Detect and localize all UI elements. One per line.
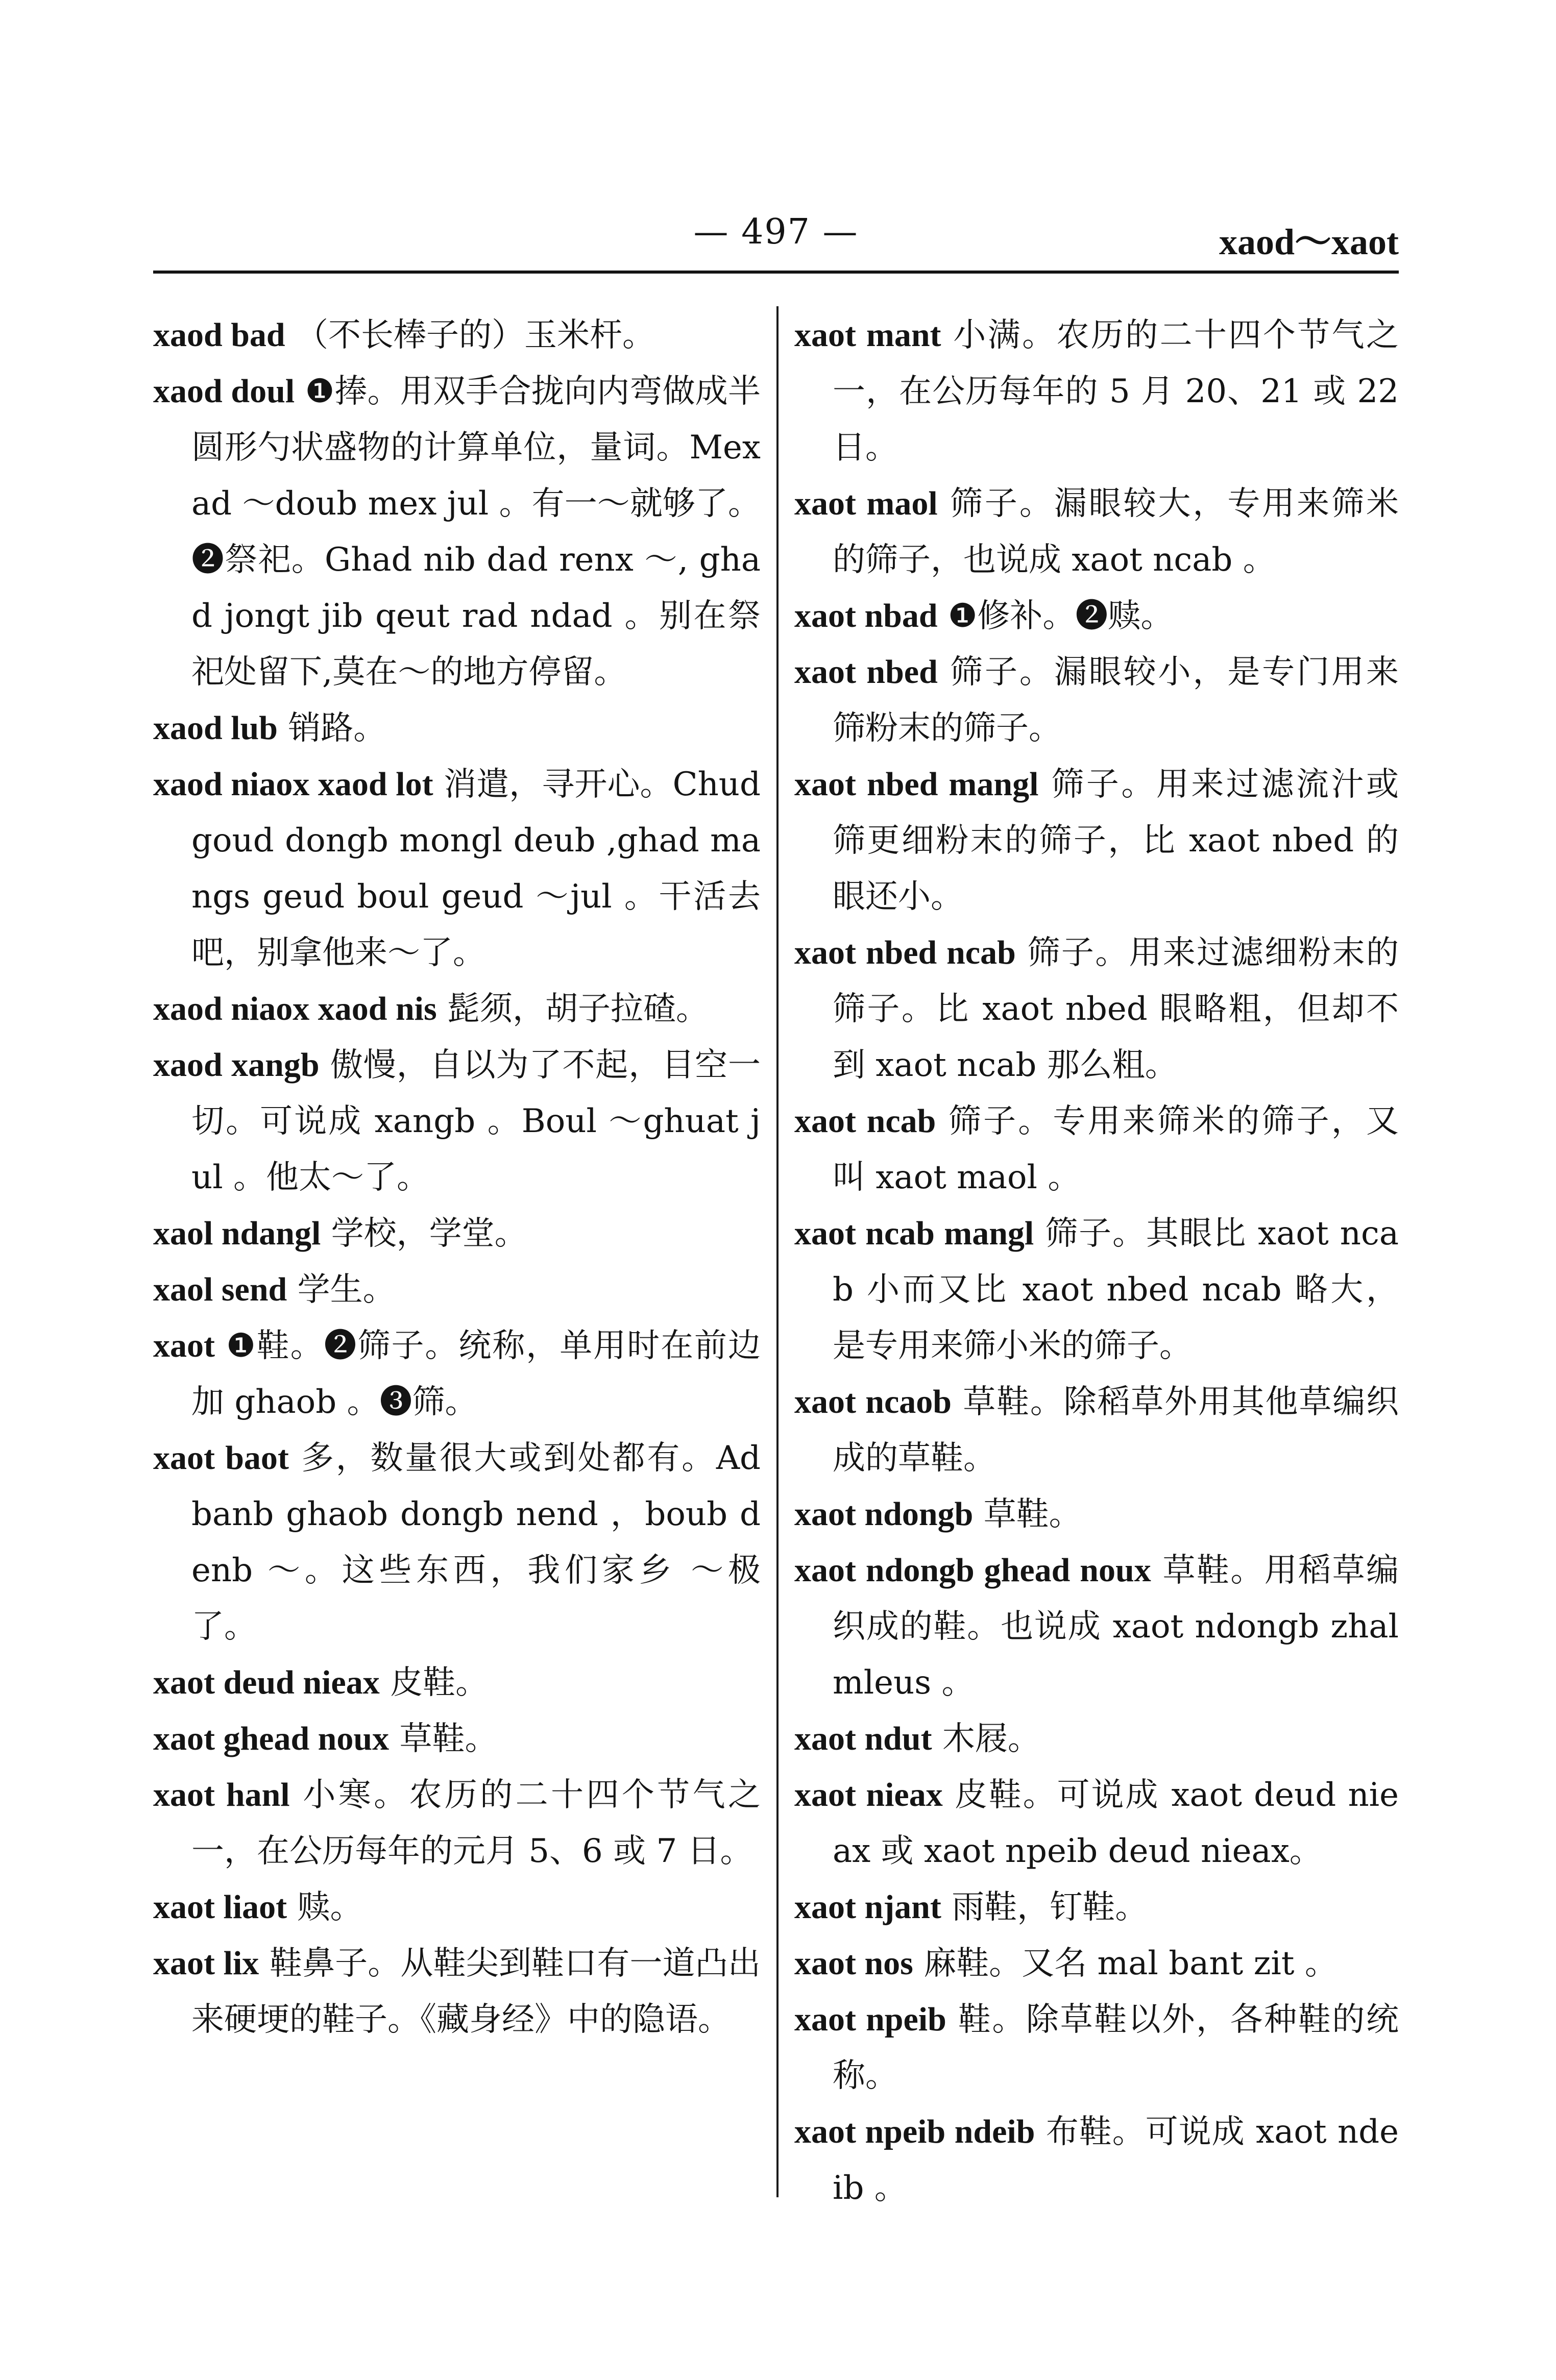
dictionary-entry [153,1318,761,1430]
dictionary-entry [794,2104,1399,2216]
definition: 筛子。漏眼较大，专用来筛米的筛子，也说成 xaot ncab 。 [833,485,1399,579]
headword: xaot mant [794,316,941,354]
definition: 草鞋。除稻草外用其他草编织成的草鞋。 [833,1383,1399,1477]
dictionary-entry [794,1935,1399,1992]
dictionary-entry [794,1093,1399,1206]
headword: xaot nbed ncab [794,934,1016,971]
headword: xaot npeib ndeib [794,2113,1035,2150]
definition: 草鞋。用稻草编织成的鞋。也说成 xaot ndongb zhal mleus 。 [833,1552,1399,1702]
dictionary-entry [153,1430,761,1655]
definition: 筛子。用来过滤流汁或筛更细粉末的筛子，比 xaot nbed 的眼还小。 [833,766,1399,916]
dictionary-entry [794,1767,1399,1879]
dictionary-entry [153,1037,761,1206]
definition: （不长棒子的）玉米杆。 [295,316,655,354]
definition: 雨鞋，钉鞋。 [952,1888,1148,1926]
definition: 小满。农历的二十四个节气之一，在公历每年的 5 月 20、21 或 22 日。 [833,316,1399,467]
definition: 草鞋。 [399,1720,498,1758]
headword: xaot njant [794,1888,941,1926]
dictionary-entry [794,1879,1399,1935]
dictionary-entry [153,756,761,981]
headword: xaol ndangl [153,1215,321,1252]
definition: 麻鞋。又名 mal bant zit 。 [923,1945,1338,1982]
definition: 筛子。专用来筛米的筛子，又叫 xaot maol 。 [833,1102,1399,1196]
headword: xaod niaox xaod lot [153,766,433,803]
page-number: — 497 — [693,212,859,252]
dictionary-entry [153,700,761,756]
dictionary-entry [794,307,1399,476]
headword: xaod lub [153,709,278,747]
headword: xaot nos [794,1945,913,1982]
dictionary-entry [153,1655,761,1711]
definition: 布鞋。可说成 xaot ndeib 。 [833,2113,1399,2207]
definition: 皮鞋。 [390,1664,489,1702]
headword: xaot ncaob [794,1383,952,1420]
dictionary-entry [794,756,1399,925]
headword: xaot lix [153,1945,259,1982]
dictionary-entry [153,1767,761,1879]
dictionary-entry [153,1262,761,1318]
definition: 筛子。用来过滤细粉末的筛子。比 xaot nbed 眼略粗，但却不到 xaot ncab 那么粗。 [833,934,1399,1084]
headword: xaot nieax [794,1776,943,1813]
definition: 小寒。农历的二十四个节气之一，在公历每年的元月 5、6 或 7 日。 [191,1776,761,1870]
dictionary-entry [794,1711,1399,1767]
headword: xaot ncab [794,1102,936,1140]
dictionary-entry [794,1486,1399,1542]
dictionary-entry [153,981,761,1037]
dictionary-entry [153,1879,761,1935]
headword: xaot npeib [794,2001,946,2038]
definition: 消遣，寻开心。Chud goud dongb mongl deub ,ghad mangs geud boul geud ～jul 。干活去吧，别拿他来～了。 [191,766,761,972]
definition: 木屐。 [942,1720,1040,1758]
headword: xaod bad [153,316,285,354]
headword: xaot ncab mangl [794,1215,1034,1252]
headword: xaod xangb [153,1046,320,1084]
headword: xaot liaot [153,1888,287,1926]
headword: xaot nbad [794,597,938,634]
dictionary-entry [153,307,761,363]
headword: xaot maol [794,485,938,522]
definition: 筛子。其眼比 xaot ncab 小而又比 xaot nbed ncab 略大，是专用来筛小米的筛子。 [833,1215,1399,1365]
running-head: xaod～xaot [1219,222,1399,262]
definition: 傲慢，自以为了不起，目空一切。可说成 xangb 。Boul ～ghuat jul 。他太～了。 [191,1046,761,1196]
dictionary-entry [794,588,1399,644]
definition: 鞋。除草鞋以外，各种鞋的统称。 [833,2001,1399,2095]
headword: xaot ndut [794,1720,932,1757]
definition: 髭须，胡子拉碴。 [447,990,709,1028]
dictionary-entry [794,1992,1399,2104]
header-rule [153,271,1399,274]
right-column [794,307,1399,2216]
definition: 皮鞋。可说成 xaot deud nieax 或 xaot npeib deud nieax。 [833,1776,1399,1870]
dictionary-entry [153,1711,761,1767]
headword: xaot ndongb ghead noux [794,1552,1151,1589]
definition: ❶捧。用双手合拢向内弯做成半圆形勺状盛物的计算单位，量词。Mex ad ～doub mex jul 。有一～就够了。❷祭祀。Ghad nib dad renx ～, ghad jongt jib qeut rad ndad 。别在祭祀处留下,莫在～的地方停留。 [191,373,761,691]
headword: xaol send [153,1271,287,1308]
headword: xaot nbed [794,653,938,691]
definition: 多，数量很大或到处都有。Ad banb ghaob dongb nend ，boub denb ～。这些东西，我们家乡 ～极了。 [191,1439,761,1646]
page-header [153,202,1399,262]
definition: 学生。 [297,1271,396,1309]
headword: xaod niaox xaod nis [153,990,437,1027]
headword: xaot hanl [153,1776,290,1813]
column-divider [776,306,779,2197]
definition: 草鞋。 [983,1495,1082,1533]
definition: 学校，学堂。 [331,1215,527,1253]
dictionary-entry [794,476,1399,588]
dictionary-entry [794,644,1399,756]
dictionary-entry [794,1542,1399,1711]
definition: 鞋鼻子。从鞋尖到鞋口有一道凸出来硬埂的鞋子。《藏身经》中的隐语。 [191,1945,761,2039]
left-column [153,307,761,2048]
dictionary-entry [794,1374,1399,1486]
dictionary-entry [153,1935,761,2048]
definition: 赎。 [297,1888,363,1926]
headword: xaot baot [153,1439,289,1477]
dictionary-entry [153,363,761,700]
dictionary-entry [794,1206,1399,1374]
headword: xaot deud nieax [153,1664,380,1701]
headword: xaod doul [153,373,295,410]
headword: xaot ndongb [794,1495,974,1533]
dictionary-entry [794,925,1399,1093]
definition: ❶鞋。❷筛子。统称，单用时在前边加 ghaob 。❸筛。 [191,1327,761,1421]
headword: xaot nbed mangl [794,766,1039,803]
headword: xaot ghead noux [153,1720,390,1757]
definition: ❶修补。❷赎。 [947,597,1174,635]
definition: 销路。 [288,709,386,747]
headword: xaot [153,1327,215,1364]
definition: 筛子。漏眼较小，是专门用来筛粉末的筛子。 [833,653,1399,747]
dictionary-entry [153,1206,761,1262]
